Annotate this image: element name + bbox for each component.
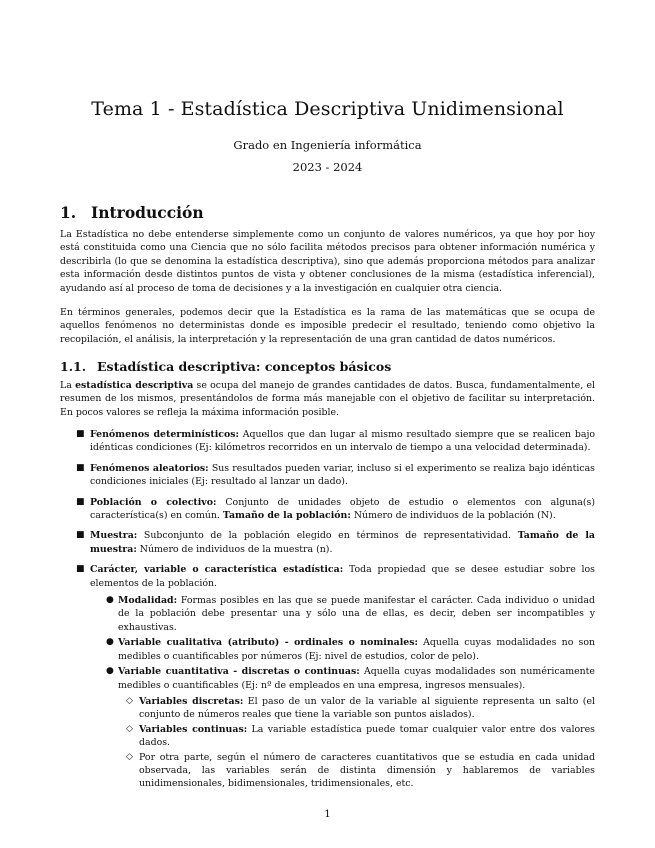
descriptive-stats-paragraph xyxy=(60,379,595,419)
list-item-variable-cuantitativa xyxy=(106,665,595,791)
term: Población o colectivo: xyxy=(90,496,217,508)
term: Variables discretas: xyxy=(139,695,244,707)
list-item-modalidad xyxy=(106,594,595,634)
term: Variables continuas: xyxy=(139,723,248,735)
intro-paragraph-1: La Estadística no debe entenderse simplemente como un conjunto de valores numéricos, ya que hoy por hoy está constituida como una Ciencia que no sólo facilita métodos precisos para obtener información numérica y describirla (lo que se denomina la estadística descriptiva), sino que además proporciona métodos para analizar esta información desde distintos puntos de vista y obtener conclusiones de la misma (estadística inferencial), ayudando así al proceso de toma de decisiones y a la investigación en cualquier otra ciencia. xyxy=(60,229,595,294)
bold-term: estadística descriptiva xyxy=(75,380,194,391)
bullet-dot-icon: ● xyxy=(106,666,114,677)
list-item-variable-cualitativa xyxy=(106,636,595,663)
bullet-icon: ■ xyxy=(76,496,85,507)
term: Variable cualitativa (atributo) - ordinales o nominales: xyxy=(118,637,418,649)
bullet-icon: ■ xyxy=(76,429,85,439)
term: Muestra: xyxy=(90,530,138,542)
bullet-dot-icon: ● xyxy=(106,595,114,606)
term: Modalidad: xyxy=(118,595,178,607)
section-title: Introducción xyxy=(91,203,204,222)
definition: El paso de un valor de la variable al siguiente representa un salto (el conjunto de números reales que tiene la variable son puntos aislados). xyxy=(139,695,595,721)
text-run: La xyxy=(60,380,76,391)
academic-year: 2023 - 2024 xyxy=(292,160,363,174)
definition: Toda propiedad que se desee estudiar sobre los elementos de la población. xyxy=(90,564,595,589)
definition: Número de individuos de la población (N). xyxy=(350,510,556,522)
list-item-fenomenos-aleatorios xyxy=(76,462,595,489)
definition: Subconjunto de la población elegido en términos de representatividad. xyxy=(137,530,518,542)
quantitative-types-list xyxy=(118,695,595,791)
variable-types-list xyxy=(90,594,595,791)
list-item-caracter xyxy=(76,563,595,791)
diamond-bullet-icon: ◇ xyxy=(126,751,133,762)
section-number: 1. xyxy=(60,203,77,222)
definition: Conjunto de unidades objeto de estudio o elementos con alguna(s) característica(s) en común. xyxy=(90,496,595,522)
definition: Número de individuos de la muestra (n). xyxy=(136,543,333,555)
definition: La variable estadística puede tomar cualquier valor entre dos valores dados. xyxy=(139,723,595,749)
term: Fenómenos aleatorios: xyxy=(90,462,209,474)
list-item-poblacion xyxy=(76,496,595,523)
document-title: Tema 1 - Estadística Descriptiva Unidimensional xyxy=(91,98,564,120)
definition: Aquella cuyas modalidades son numéricamente medibles o cuantificables (Ej: nº de empleados en una empresa, ingresos mensuales). xyxy=(118,666,595,691)
list-item-muestra xyxy=(76,529,595,556)
page-number: 1 xyxy=(324,809,331,820)
list-item-variables-continuas xyxy=(126,723,595,750)
definition: Aquella cuyas modalidades no son medibles o cuantificables por números (Ej: nivel de estudios, color de pelo). xyxy=(118,637,595,662)
definition: Aquellos que dan lugar al mismo resultado siempre que se realicen bajo idénticas condiciones (Ej: kilómetros recorridos en un intervalo de tiempo a una velocidad determinada). xyxy=(90,429,596,454)
concepts-list xyxy=(76,428,595,798)
definition: Formas posibles en las que se puede manifestar el carácter. Cada individuo o unidad de la población debe presentar una y sólo una de ellas, es decir, deben ser incompatibles y exhaustivas. xyxy=(118,595,595,633)
definition: Sus resultados pueden variar, incluso si el experimento se realiza bajo idénticas condiciones iniciales (Ej: resultado al lanzar un dado). xyxy=(90,462,595,488)
diamond-bullet-icon: ◇ xyxy=(126,723,133,734)
subsection-number: 1.1. xyxy=(60,359,87,374)
bullet-icon: ■ xyxy=(76,462,85,473)
list-item-fenomenos-deterministicos xyxy=(76,428,595,455)
term: Tamaño de la muestra: xyxy=(90,530,595,555)
text-run: se ocupa del manejo de grandes cantidades de datos. Busca, fundamentalmente, el resumen de los mismos, presentándolos de forma más manejable con el objetivo de facilitar su interpretación. En pocos valores se refleja la máxima información posible. xyxy=(60,380,595,418)
bullet-icon: ■ xyxy=(76,530,85,541)
list-item-variables-discretas xyxy=(126,695,595,722)
bullet-dot-icon: ● xyxy=(106,637,114,648)
document-subtitle: Grado en Ingeniería informática xyxy=(233,138,422,152)
bullet-icon: ■ xyxy=(76,564,85,575)
section-heading-introduccion xyxy=(60,203,204,222)
term: Variable cuantitativa - discretas o continuas: xyxy=(118,666,360,678)
subsection-heading-conceptos xyxy=(60,359,391,374)
term: Fenómenos determinísticos: xyxy=(90,429,239,440)
diamond-bullet-icon: ◇ xyxy=(126,695,133,706)
term: Tamaño de la población: xyxy=(222,510,351,522)
list-item-dimension xyxy=(126,751,595,791)
intro-paragraph-2: En términos generales, podemos decir que la Estadística es la rama de las matemáticas que se ocupa de aquellos fenómenos no deterministas donde es imposible predecir el resultado, teniendo como objetivo la recopilación, el análisis, la interpretación y la representación de una gran cantidad de datos numéricos. xyxy=(60,307,595,345)
definition: Por otra parte, según el número de caracteres cuantitativos que se estudia en cada unidad observada, las variables serán de distinta dimensión y hablaremos de variables unidimensionales, bidimensionales, tridimensionales, etc. xyxy=(139,751,595,790)
term: Carácter, variable o característica estadística: xyxy=(90,564,344,576)
subsection-title: Estadística descriptiva: conceptos básicos xyxy=(97,359,392,374)
